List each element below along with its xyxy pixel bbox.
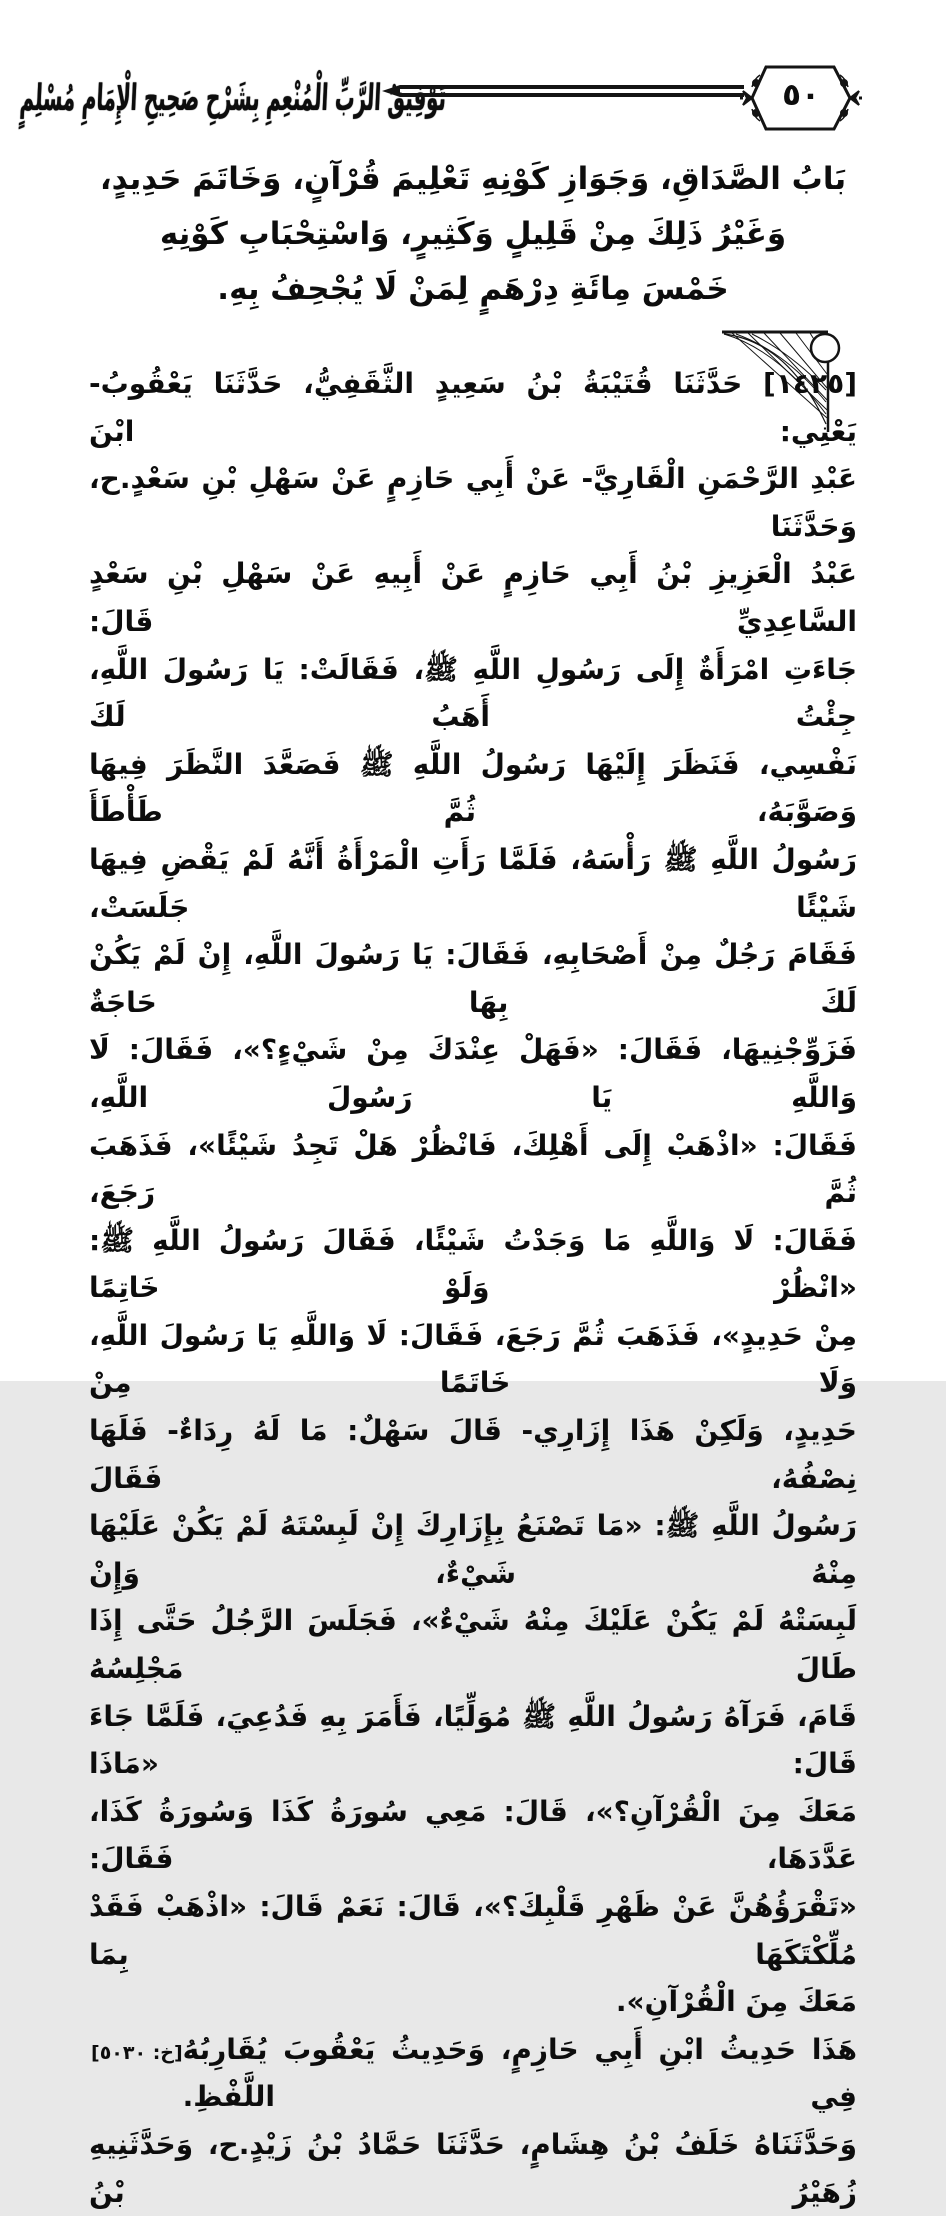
hadith-line: «تَقْرَؤُهُنَّ عَنْ ظَهْرِ قَلْبِكَ؟»، قَالَ: نَعَمْ قَالَ: «اذْهَبْ فَقَدْ مُلِّكْتَكَهَا بِمَا [89,1890,857,1971]
hadith-line: فَقَامَ رَجُلٌ مِنْ أَصْحَابِهِ، فَقَالَ: يَا رَسُولَ اللَّهِ، إِنْ لَمْ يَكُنْ لَكَ بِهَا حَاجَةٌ [89,938,857,1019]
chapter-heading-line-3: خَمْسَ مِائَةِ دِرْهَمٍ لِمَنْ لَا يُجْحِفُ بِهِ. [217,271,729,307]
chapter-heading-line-2: وَغَيْرُ ذَلِكَ مِنْ قَلِيلٍ وَكَثِيرٍ، وَاسْتِحْبَابِ كَوْنِهِ [159,216,787,252]
hadith-number: [١٤٢٥] [763,367,857,400]
hadith-line: حَدِيدٍ، وَلَكِنْ هَذَا إِزَارِي- قَالَ سَهْلٌ: مَا لَهُ رِدَاءٌ- فَلَهَا نِصْفُهُ، فَقَالَ [89,1414,857,1495]
chapter-heading-line-1: بَابُ الصَّدَاقِ، وَجَوَازِ كَوْنِهِ تَعْلِيمَ قُرْآنٍ، وَخَاتَمَ حَدِيدٍ، [99,161,847,197]
page-number-cartouche [740,55,862,141]
hadith-line-text: حَدَّثَنَا قُتَيْبَةُ بْنُ سَعِيدٍ الثَّقَفِيُّ، حَدَّثَنَا يَعْقُوبُ- يَعْنِي: ابْنَ [89,367,857,448]
book-title-calligraphy: تَوْفِيقُ الرَّبِّ الْمُنْعِمِ بِشَرْحِ صَحِيحِ الْإِمَامِ مُسْلِمٍ [18,75,448,119]
header-double-rule [400,85,744,97]
hadith-line: مَعَكَ مِنَ الْقُرْآنِ؟»، قَالَ: مَعِي سُورَةُ كَذَا وَسُورَةُ كَذَا، عَدَّدَهَا، فَقَالَ: [89,1794,857,1876]
bukhari-reference: [خ: ٥٠٣٠] [91,2041,183,2064]
hadith-line: فَقَالَ: «اذْهَبْ إِلَى أَهْلِكَ، فَانْظُرْ هَلْ تَجِدُ شَيْئًا»، فَذَهَبَ ثُمَّ رَجَعَ، [89,1128,857,1210]
hadith-line: جَاءَتِ امْرَأَةٌ إِلَى رَسُولِ اللَّهِ ﷺ، فَقَالَتْ: يَا رَسُولَ اللَّهِ، جِئْتُ أَهَبُ لَكَ [89,652,857,734]
hadith-line [89,360,857,455]
page-number: ٥٠ [782,77,820,113]
hadith-line: فَقَالَ: لَا وَاللَّهِ مَا وَجَدْتُ شَيْئًا، فَقَالَ رَسُولُ اللَّهِ ﷺ: «انْظُرْ وَلَوْ خَاتِمًا [89,1223,857,1305]
hadith-line: مِنْ حَدِيدٍ»، فَذَهَبَ ثُمَّ رَجَعَ، فَقَالَ: لَا وَاللَّهِ يَا رَسُولَ اللَّهِ، وَلَا خَاتَمًا مِنْ [89,1318,857,1400]
hadith-line: قَامَ، فَرَآهُ رَسُولُ اللَّهِ ﷺ مُوَلِّيًا، فَأَمَرَ بِهِ فَدُعِيَ، فَلَمَّا جَاءَ قَالَ: «مَاذَا [89,1699,857,1781]
hadith-body [89,360,857,2216]
hadith-line: عَبْدُ الْعَزِيزِ بْنُ أَبِي حَازِمٍ عَنْ أَبِيهِ عَنْ سَهْلِ بْنِ سَعْدٍ السَّاعِدِيِّ قَالَ: [89,557,857,638]
hadith-line: رَسُولُ اللَّهِ ﷺ: «مَا تَصْنَعُ بِإِزَارِكَ إِنْ لَبِسْتَهُ لَمْ يَكُنْ عَلَيْهَا مِنْهُ شَيْءٌ، وَإِنْ [89,1509,857,1590]
narration-note-text: هَذَا حَدِيثُ ابْنِ أَبِي حَازِمٍ، وَحَدِيثُ يَعْقُوبَ يُقَارِبُهُ فِي اللَّفْظِ. [182,2032,857,2114]
narration-note-line [89,2026,857,2121]
next-isnad-line: وَحَدَّثَنَاهُ خَلَفُ بْنُ هِشَامٍ، حَدَّثَنَا حَمَّادُ بْنُ زَيْدٍ.ح، وَحَدَّثَنِيهِ زُهَيْرُ بْنُ [89,2127,857,2209]
ornament-circle-icon [811,334,839,362]
hadith-line: فَزَوِّجْنِيهَا، فَقَالَ: «فَهَلْ عِنْدَكَ مِنْ شَيْءٍ؟»، فَقَالَ: لَا وَاللَّهِ يَا رَسُولَ اللَّهِ، [89,1033,857,1114]
hadith-line: عَبْدِ الرَّحْمَنِ الْقَارِيَّ- عَنْ أَبِي حَازِمٍ عَنْ سَهْلِ بْنِ سَعْدٍ.ح، وَحَدَّثَنَا [89,462,857,543]
hadith-line: رَسُولُ اللَّهِ ﷺ رَأْسَهُ، فَلَمَّا رَأَتِ الْمَرْأَةُ أَنَّهُ لَمْ يَقْضِ فِيهَا شَيْئًا جَلَسَتْ، [89,842,857,924]
page-header [0,0,946,150]
hadith-line: نَفْسِي، فَنَظَرَ إِلَيْهَا رَسُولُ اللَّهِ ﷺ فَصَعَّدَ النَّظَرَ فِيهَا وَصَوَّبَهُ، ثُمَّ طَأْطَأَ [89,747,857,829]
hadith-line: لَبِسَتْهُ لَمْ يَكُنْ عَلَيْكَ مِنْهُ شَيْءٌ»، فَجَلَسَ الرَّجُلُ حَتَّى إِذَا طَالَ مَجْلِسُهُ [89,1604,857,1686]
chapter-heading [60,152,886,317]
hadith-closing-line: مَعَكَ مِنَ الْقُرْآنِ». [615,1985,857,2019]
